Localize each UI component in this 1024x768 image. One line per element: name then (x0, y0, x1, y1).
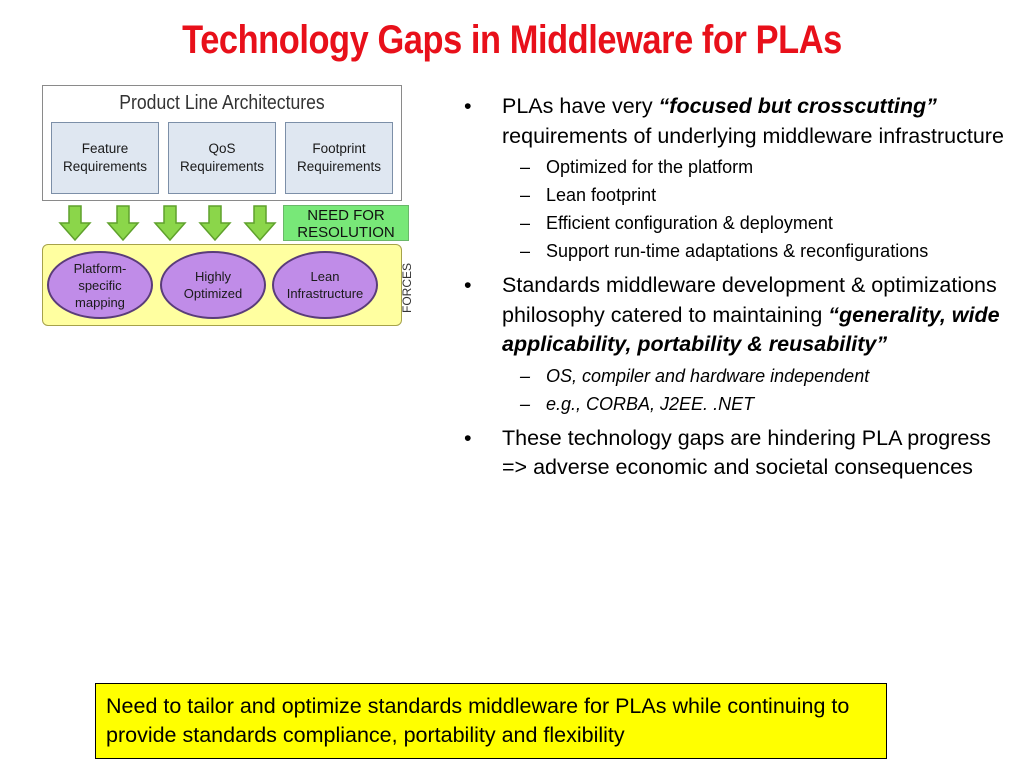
lean-infrastructure-oval: Lean Infrastructure (272, 251, 378, 319)
qos-requirements-box: QoS Requirements (168, 122, 276, 194)
product-line-architectures-box (42, 85, 402, 201)
bullet-text: Standards middleware development & optimizations philosophy catered to maintaining (502, 273, 997, 327)
bullet-icon: • (464, 425, 472, 450)
highly-optimized-oval: Highly Optimized (160, 251, 266, 319)
footprint-requirements-box: Footprint Requirements (285, 122, 393, 194)
sub-bullet-text: OS, compiler and hardware independent (546, 365, 870, 386)
bullet-text-end: requirements of underlying middleware infrastructure (502, 123, 1004, 148)
down-arrow-icon (153, 205, 187, 241)
bullet-icon: • (464, 94, 472, 118)
sub-bullet-item: – Efficient configuration & deployment (520, 213, 833, 233)
sub-bullet-text: e.g., CORBA, J2EE. .NET (546, 393, 755, 414)
sub-bullet-text: Support run-time adaptations & reconfigurations (546, 241, 929, 261)
callout-box: Need to tailor and optimize standards middleware for PLAs while continuing to provide standards compliance, portability and flexibility (95, 683, 887, 759)
feature-requirements-box: Feature Requirements (51, 122, 159, 194)
platform-specific-mapping-oval: Platform- specific mapping (47, 251, 153, 319)
bullet-item (462, 424, 1007, 483)
bullet-icon: • (464, 273, 472, 297)
down-arrow-icon (106, 205, 140, 241)
sub-bullet-text: Lean footprint (546, 185, 657, 205)
bullet-emphasis: “focused but crosscutting” (658, 94, 937, 118)
bullet-text: PLAs have very (502, 94, 659, 118)
down-arrow-icon (58, 205, 92, 241)
sub-bullet-text: Efficient configuration & deployment (546, 213, 833, 233)
forces-box (42, 244, 414, 326)
bullet-item (462, 92, 1007, 151)
sub-bullet-item: – Lean footprint (520, 185, 657, 205)
bullet-emphasis: “generality, wide applicability, portability & reusability” (502, 302, 1000, 356)
sub-bullet-item: – e.g., CORBA, J2EE. .NET (520, 393, 755, 414)
pla-box-title: Product Line Architectures (119, 92, 325, 114)
sub-bullet-item: – OS, compiler and hardware independent (520, 365, 870, 386)
sub-bullet-item: – Optimized for the platform (520, 157, 754, 177)
down-arrow-icon (198, 205, 232, 241)
need-for-resolution-label: NEED FOR RESOLUTION (283, 205, 409, 241)
slide-title: Technology Gaps in Middleware for PLAs (182, 18, 842, 62)
bullet-item (462, 271, 1007, 360)
sub-bullet-item: – Support run-time adaptations & reconfigurations (520, 241, 929, 261)
bullet-list (462, 92, 1007, 487)
down-arrow-icon (243, 205, 277, 241)
bullet-text: These technology gaps are hindering PLA progress => adverse economic and societal consequences (502, 425, 991, 479)
forces-label: FORCES (400, 263, 414, 314)
sub-bullet-text: Optimized for the platform (546, 157, 754, 177)
